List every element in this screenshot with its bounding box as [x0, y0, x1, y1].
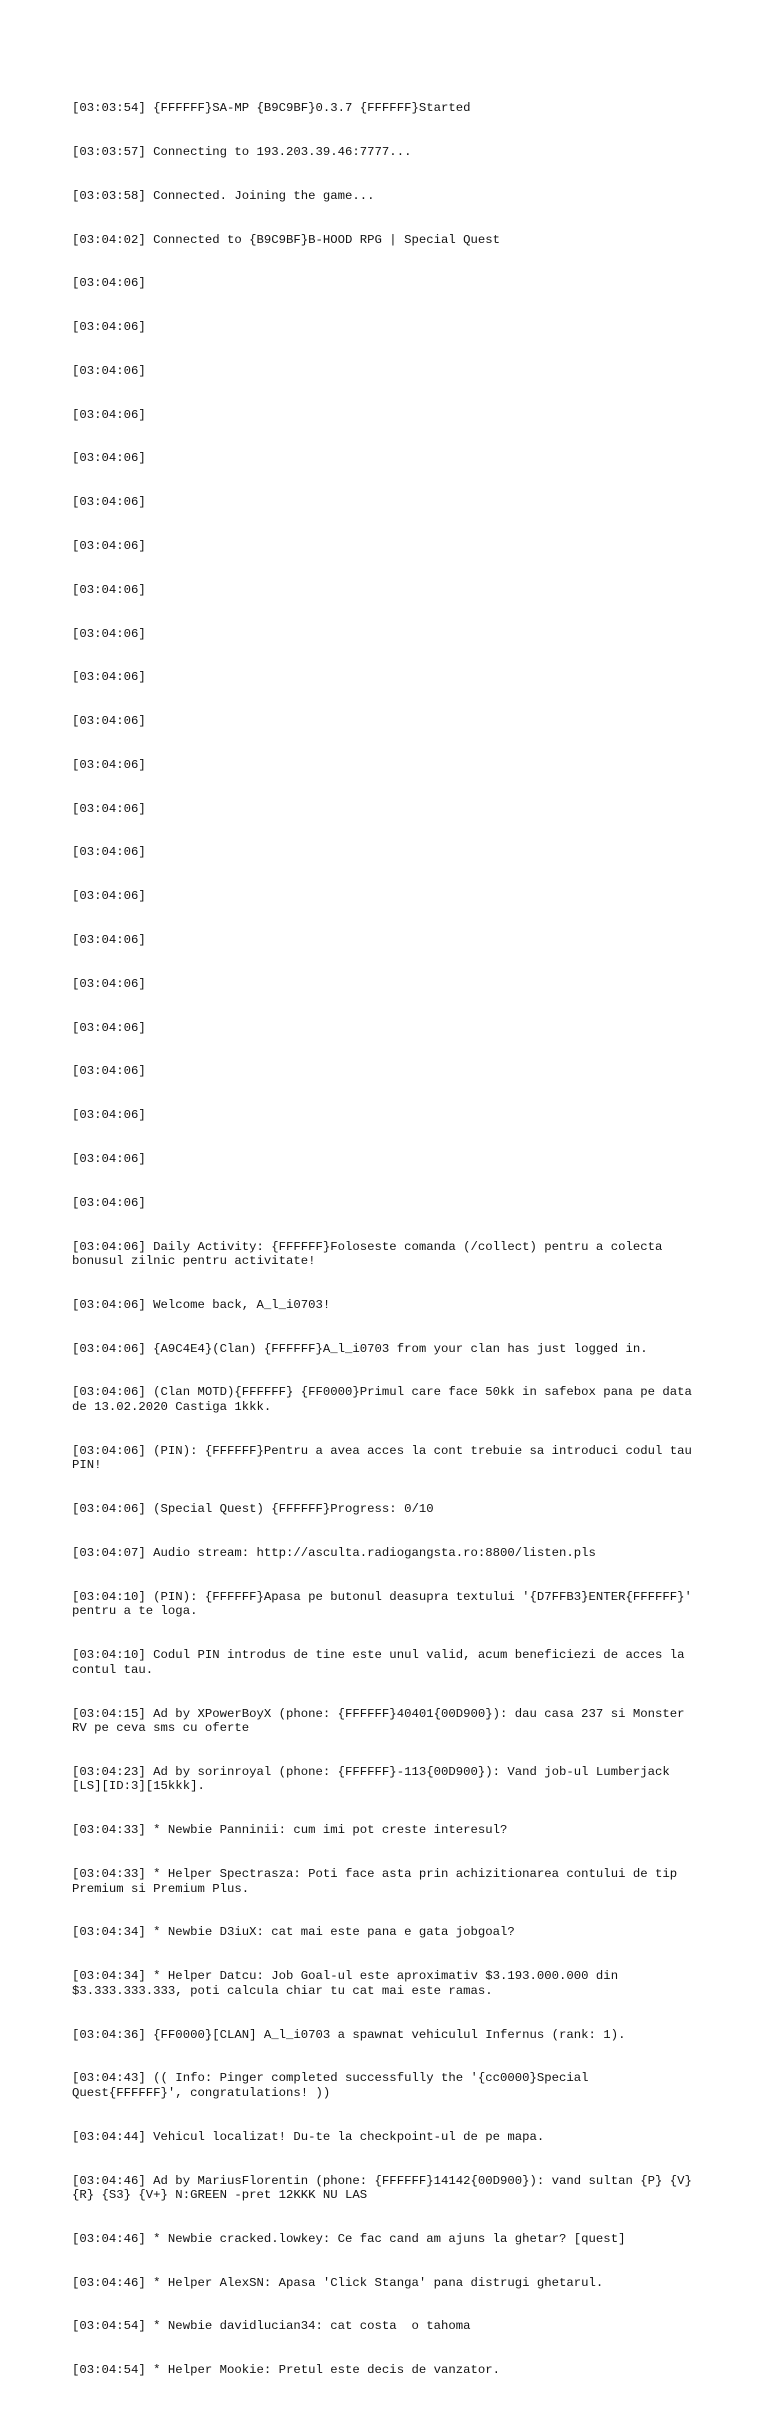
log-line: [03:04:06] Welcome back, A_l_i0703! — [72, 1297, 331, 1312]
log-line: [03:04:06] — [72, 933, 146, 948]
log-line: [03:04:06] — [72, 495, 146, 510]
log-line: [03:04:06] — [72, 1108, 146, 1123]
log-line: [03:04:06] Daily Activity: {FFFFFF}Foloseste comanda (/collect) pentru a colecta bonusul zilnic pentru activitate! — [72, 1239, 670, 1269]
log-line: [03:04:06] — [72, 801, 146, 816]
log-line: [03:04:36] {FF0000}[CLAN] A_l_i0703 a spawnat vehiculul Infernus (rank: 1). — [72, 2027, 626, 2042]
log-line: [03:03:58] Connected. Joining the game... — [72, 188, 375, 203]
log-line: [03:04:54] * Helper Mookie: Pretul este decis de vanzator. — [72, 2363, 501, 2378]
log-line: [03:04:10] Codul PIN introdus de tine este unul valid, acum beneficiezi de acces la contul tau. — [72, 1648, 692, 1677]
log-line: [03:04:46] * Newbie cracked.lowkey: Ce fac cand am ajuns la ghetar? [quest] — [72, 2231, 626, 2246]
chat-log — [72, 72, 700, 2436]
log-line: [03:04:06] — [72, 320, 146, 335]
log-line: [03:04:06] — [72, 1064, 146, 1079]
log-line: [03:04:10] (PIN): {FFFFFF}Apasa pe butonul deasupra textului '{D7FFB3}ENTER{FFFFFF}' pentru a te loga. — [72, 1589, 700, 1619]
log-line: [03:04:54] * Newbie davidlucian34: cat costa o tahoma — [72, 2319, 471, 2334]
log-line: [03:03:54] {FFFFFF}SA-MP {B9C9BF}0.3.7 {FFFFFF}Started — [72, 101, 471, 116]
log-line: [03:04:06] — [72, 626, 146, 641]
log-line: [03:04:34] * Newbie D3iuX: cat mai este pana e gata jobgoal? — [72, 1925, 515, 1940]
log-line — [72, 2407, 700, 2422]
log-line: [03:04:06] — [72, 976, 146, 991]
log-line: [03:04:15] Ad by XPowerBoyX (phone: {FFFFFF}40401{00D900}): dau casa 237 si Monster RV pe ceva sms cu oferte — [72, 1706, 692, 1736]
log-line: [03:04:43] (( Info: Pinger completed successfully the '{cc0000}Special Quest{FFFFFF}', congratulations! )) — [72, 2071, 596, 2100]
log-line: [03:04:06] — [72, 1020, 146, 1035]
log-line: [03:04:06] — [72, 539, 146, 553]
log-line: [03:04:07] Audio stream: http://asculta.radiogangsta.ro:8800/listen.pls — [72, 1545, 596, 1560]
log-line: [03:04:06] — [72, 757, 146, 772]
log-line: [03:04:06] — [72, 889, 146, 904]
log-line: [03:04:46] * Helper AlexSN: Apasa 'Click Stanga' pana distrugi ghetarul. — [72, 2275, 604, 2290]
log-line: [03:04:06] — [72, 451, 146, 466]
log-line: [03:04:06] (PIN): {FFFFFF}Pentru a avea acces la cont trebuie sa introduci codul tau PIN! — [72, 1443, 700, 1473]
log-line: [03:04:06] — [72, 1151, 146, 1166]
log-line: [03:04:06] — [72, 1195, 146, 1210]
log-line: [03:04:02] Connected to {B9C9BF}B-HOOD RPG | Special Quest — [72, 232, 501, 247]
log-line: [03:04:06] — [72, 714, 146, 729]
log-line: [03:04:06] (Clan MOTD){FFFFFF} {FF0000}Primul care face 50kk in safebox pana pe data de 13.02.2020 Castiga 1kkk. — [72, 1385, 700, 1415]
log-line: [03:04:06] — [72, 363, 146, 378]
log-line: [03:04:33] * Helper Spectrasza: Poti face asta prin achizitionarea contului de tip Premium si Premium Plus. — [72, 1867, 685, 1896]
log-line: [03:04:06] — [72, 407, 146, 422]
log-line: [03:04:46] Ad by MariusFlorentin (phone: {FFFFFF}14142{00D900}): vand sultan {P} {V} {R} {S3} {V+} N:GREEN -pret 12KKK NU LAS — [72, 2173, 700, 2203]
log-line: [03:04:06] {A9C4E4}(Clan) {FFFFFF}A_l_i0703 from your clan has just logged in. — [72, 1341, 648, 1356]
log-line: [03:04:34] * Helper Datcu: Job Goal-ul este aproximativ $3.193.000.000 din $3.333.333.333, poti calcula chiar tu cat mai este ramas. — [72, 1969, 626, 1998]
log-line: [03:04:23] Ad by sorinroyal (phone: {FFFFFF}-113{00D900}): Vand job-ul Lumberjack [LS][ID:3][15kkk]. — [72, 1764, 678, 1794]
log-line: [03:04:06] — [72, 582, 146, 597]
log-line: [03:04:06] — [72, 670, 146, 685]
log-line: [03:04:44] Vehicul localizat! Du-te la checkpoint-ul de pe mapa. — [72, 2129, 545, 2144]
log-line: [03:04:06] (Special Quest) {FFFFFF}Progress: 0/10 — [72, 1502, 434, 1517]
log-line: [03:04:06] — [72, 276, 146, 291]
log-line: [03:03:57] Connecting to 193.203.39.46:7777... — [72, 144, 412, 159]
log-line: [03:04:33] * Newbie Panninii: cum imi pot creste interesul? — [72, 1823, 508, 1838]
log-line: [03:04:06] — [72, 845, 146, 860]
